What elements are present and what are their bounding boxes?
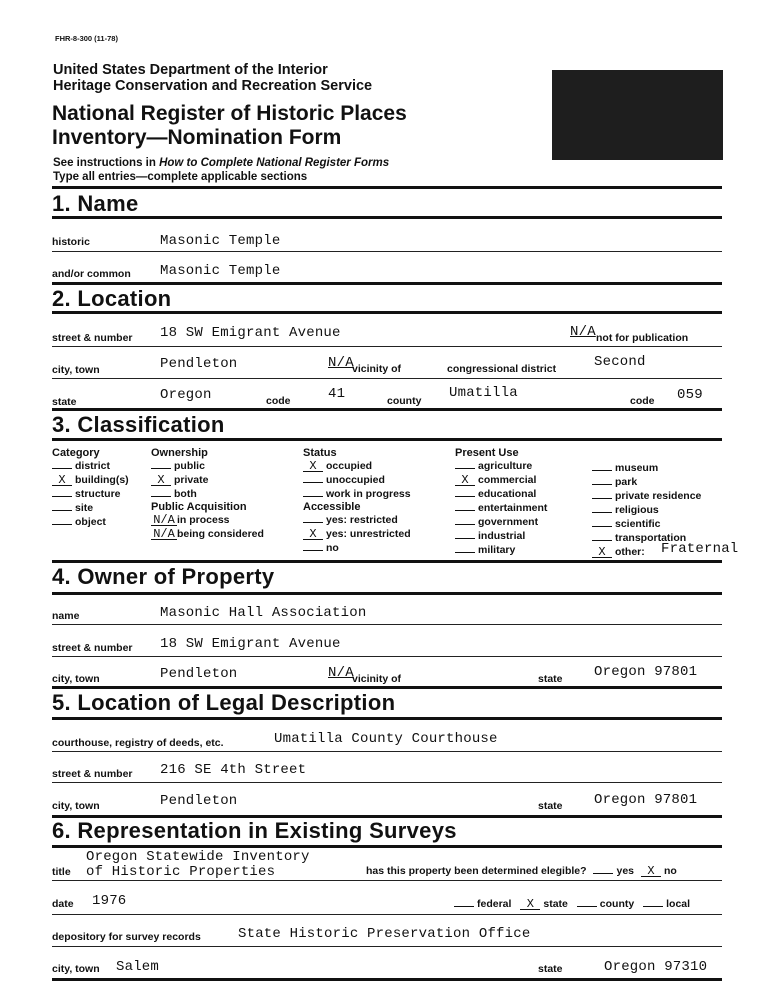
checkbox-mark[interactable] (592, 512, 612, 513)
public-acquisition-header: Public Acquisition (151, 501, 247, 513)
checkbox-mark[interactable] (455, 468, 475, 469)
checkbox-label: yes: restricted (326, 514, 398, 526)
checkbox-mark[interactable] (592, 470, 612, 471)
checkbox-label: religious (615, 504, 659, 516)
local-checkbox[interactable] (643, 906, 663, 907)
section-rule (52, 438, 722, 441)
checkbox-mark[interactable] (303, 496, 323, 497)
checkbox-mark[interactable]: X (592, 547, 612, 558)
section-rule (52, 686, 722, 689)
checkbox-label: no (326, 542, 339, 554)
not-for-publication-label: not for publication (596, 332, 689, 344)
legal-city-label: city, town (52, 800, 100, 812)
checkbox-label: yes: unrestricted (326, 528, 411, 540)
owner-city-label: city, town (52, 673, 100, 685)
instructions-guide-title: How to Complete National Register Forms (159, 157, 390, 169)
checkbox-mark[interactable] (303, 522, 323, 523)
eligibility-question (366, 865, 677, 877)
state-checkbox[interactable]: X (520, 899, 540, 910)
instructions-prefix: See instructions in (53, 157, 160, 169)
survey-level-row (454, 898, 690, 910)
local-level-label: local (666, 898, 691, 910)
section-3-heading: 3. Classification (52, 412, 225, 437)
section-rule (52, 717, 722, 720)
county-checkbox[interactable] (577, 906, 597, 907)
accessible-header: Accessible (303, 501, 361, 513)
historic-label: historic (52, 236, 90, 248)
checkbox-label: industrial (478, 530, 526, 542)
checkbox-row[interactable] (455, 459, 547, 473)
section-2-heading: 2. Location (52, 286, 172, 311)
checkbox-mark[interactable] (592, 498, 612, 499)
depository-city-label: city, town (52, 963, 100, 975)
checkbox-label: private residence (615, 490, 702, 502)
section-rule (52, 311, 722, 314)
legal-street-label: street & number (52, 768, 133, 780)
instructions-line-2: Type all entries—complete applicable sections (53, 171, 308, 183)
street-number-value[interactable]: 18 SW Emigrant Avenue (160, 325, 341, 341)
checkbox-row[interactable] (455, 473, 547, 487)
checkbox-label: scientific (615, 518, 661, 530)
checkbox-mark[interactable] (592, 540, 612, 541)
historic-value[interactable]: Masonic Temple (160, 233, 281, 249)
checkbox-mark[interactable] (52, 468, 72, 469)
ownership-column (151, 447, 264, 541)
courthouse-value[interactable]: Umatilla County Courthouse (274, 731, 498, 747)
checkbox-row[interactable] (303, 541, 411, 555)
checkbox-label: military (478, 544, 516, 556)
field-line (52, 656, 722, 657)
checkbox-row[interactable] (52, 501, 129, 515)
no-checkbox[interactable]: X (641, 866, 661, 877)
checkbox-row[interactable] (592, 475, 701, 489)
checkbox-row[interactable] (303, 487, 411, 501)
checkbox-row[interactable] (455, 529, 547, 543)
checkbox-mark[interactable] (592, 526, 612, 527)
status-column (303, 447, 411, 555)
field-line (52, 914, 722, 915)
common-name-value[interactable]: Masonic Temple (160, 263, 281, 279)
owner-vicinity-value[interactable]: N/A (328, 665, 354, 681)
form-title-line-2: Inventory—Nomination Form (52, 126, 342, 149)
state-code-label: code (266, 395, 291, 407)
checkbox-row[interactable] (592, 489, 701, 503)
checkbox-mark[interactable] (52, 510, 72, 511)
field-line (52, 782, 722, 783)
owner-vicinity-label: vicinity of (352, 673, 402, 685)
checkbox-label: work in progress (326, 488, 411, 500)
checkbox-mark[interactable]: X (303, 461, 323, 472)
ownership-header: Ownership (151, 447, 208, 459)
checkbox-row[interactable] (455, 543, 547, 557)
checkbox-label: district (75, 460, 111, 472)
section-rule (52, 560, 722, 563)
city-town-value[interactable]: Pendleton (160, 356, 238, 372)
checkbox-mark[interactable] (455, 552, 475, 553)
checkbox-mark[interactable] (52, 496, 72, 497)
checkbox-row[interactable] (151, 527, 264, 541)
section-4-heading: 4. Owner of Property (52, 564, 275, 589)
field-line (52, 946, 722, 947)
county-value[interactable]: Umatilla (449, 385, 518, 401)
state-code-value[interactable]: 41 (328, 386, 346, 402)
checkbox-row[interactable] (592, 503, 701, 517)
checkbox-label: park (615, 476, 638, 488)
survey-date-label: date (52, 898, 74, 910)
federal-label: federal (477, 898, 512, 910)
checkbox-label: other: (615, 546, 645, 558)
checkbox-mark[interactable]: X (52, 475, 72, 486)
checkbox-row[interactable] (303, 513, 411, 527)
checkbox-row[interactable] (52, 515, 129, 529)
form-code: FHR-8-300 (11-78) (55, 34, 118, 43)
city-town-label: city, town (52, 364, 100, 376)
checkbox-row[interactable] (303, 473, 411, 487)
checkbox-mark[interactable] (455, 524, 475, 525)
not-for-publication-value[interactable]: N/A (570, 324, 596, 340)
checkbox-mark[interactable] (455, 538, 475, 539)
checkbox-label: transportation (615, 532, 687, 544)
depository-value[interactable]: State Historic Preservation Office (238, 926, 531, 942)
field-line (52, 624, 722, 625)
owner-state-label: state (538, 673, 563, 685)
checkbox-mark[interactable]: N/A (151, 515, 177, 526)
federal-checkbox[interactable] (454, 906, 474, 907)
checkbox-label: entertainment (478, 502, 548, 514)
vicinity-value[interactable]: N/A (328, 355, 354, 371)
checkbox-label: site (75, 502, 94, 514)
county-code-label: code (630, 395, 655, 407)
section-1-heading: 1. Name (52, 191, 139, 216)
county-label: county (387, 395, 422, 407)
state-value[interactable]: Oregon (160, 387, 212, 403)
checkbox-row[interactable] (303, 459, 411, 473)
checkbox-row[interactable] (151, 513, 264, 527)
checkbox-mark[interactable] (151, 468, 171, 469)
depository-city-value[interactable]: Salem (116, 959, 160, 975)
checkbox-row[interactable] (303, 527, 411, 541)
checkbox-mark[interactable]: N/A (151, 529, 177, 540)
congressional-district-label: congressional district (447, 363, 557, 375)
section-rule (52, 845, 722, 848)
section-rule (52, 978, 722, 981)
field-line (52, 880, 722, 881)
checkbox-row[interactable] (455, 515, 547, 529)
present-use-header: Present Use (455, 447, 519, 459)
common-name-label: and/or common (52, 268, 131, 280)
owner-name-value[interactable]: Masonic Hall Association (160, 605, 367, 621)
legal-state-value[interactable]: Oregon 97801 (594, 792, 698, 808)
depository-label: depository for survey records (52, 931, 201, 943)
eligibility-question-text: has this property been determined elegible? (366, 865, 587, 877)
checkbox-label: building(s) (75, 474, 129, 486)
checkbox-row[interactable] (151, 473, 264, 487)
county-level-label: county (599, 898, 635, 910)
yes-label: yes (616, 865, 635, 877)
county-code-value[interactable]: 059 (677, 387, 703, 403)
section-rule (52, 216, 722, 219)
depository-state-label: state (538, 963, 563, 975)
checkbox-row[interactable] (52, 473, 129, 487)
checkbox-label: both (174, 488, 197, 500)
checkbox-label: agriculture (478, 460, 533, 472)
section-rule (52, 186, 722, 189)
checkbox-row[interactable] (455, 487, 547, 501)
legal-state-label: state (538, 800, 563, 812)
survey-title-line-2[interactable]: of Historic Properties (86, 864, 276, 880)
yes-checkbox[interactable] (593, 873, 613, 874)
checkbox-mark[interactable] (303, 550, 323, 551)
checkbox-row[interactable] (592, 517, 701, 531)
checkbox-label: government (478, 516, 539, 528)
field-line (52, 251, 722, 252)
owner-city-value[interactable]: Pendleton (160, 666, 238, 682)
checkbox-label: commercial (478, 474, 537, 486)
courthouse-label: courthouse, registry of deeds, etc. (52, 737, 224, 749)
state-label: state (52, 396, 77, 408)
checkbox-mark[interactable] (151, 496, 171, 497)
section-rule (52, 592, 722, 595)
owner-street-value[interactable]: 18 SW Emigrant Avenue (160, 636, 341, 652)
legal-city-value[interactable]: Pendleton (160, 793, 238, 809)
category-header: Category (52, 447, 100, 459)
checkbox-mark[interactable] (455, 510, 475, 511)
field-line (52, 346, 722, 347)
checkbox-label: educational (478, 488, 537, 500)
survey-date-value[interactable]: 1976 (92, 893, 127, 909)
redacted-block (552, 70, 723, 160)
checkbox-row[interactable] (455, 501, 547, 515)
checkbox-label: being considered (177, 528, 264, 540)
field-line (52, 378, 722, 379)
checkbox-label: in process (177, 514, 230, 526)
survey-title-label: title (52, 866, 71, 878)
owner-name-label: name (52, 610, 80, 622)
checkbox-label: occupied (326, 460, 373, 472)
section-6-heading: 6. Representation in Existing Surveys (52, 818, 457, 843)
agency-line-1: United States Department of the Interior (53, 62, 328, 78)
owner-state-value[interactable]: Oregon 97801 (594, 664, 698, 680)
checkbox-label: private (174, 474, 209, 486)
checkbox-mark[interactable]: X (303, 529, 323, 540)
congressional-district-value[interactable]: Second (594, 354, 646, 370)
section-5-heading: 5. Location of Legal Description (52, 690, 396, 715)
state-level-label: state (543, 898, 568, 910)
checkbox-mark[interactable] (455, 496, 475, 497)
legal-street-value[interactable]: 216 SE 4th Street (160, 762, 307, 778)
checkbox-label: object (75, 516, 106, 528)
no-label: no (663, 865, 677, 877)
checkbox-mark[interactable] (592, 484, 612, 485)
checkbox-label: unoccupied (326, 474, 385, 486)
survey-title-line-1[interactable]: Oregon Statewide Inventory (86, 849, 310, 865)
checkbox-label: structure (75, 488, 121, 500)
section-rule (52, 282, 722, 285)
form-title-line-1: National Register of Historic Places (52, 102, 407, 125)
section-rule (52, 408, 722, 411)
depository-state-value[interactable]: Oregon 97310 (604, 959, 708, 975)
checkbox-mark[interactable] (52, 524, 72, 525)
checkbox-row[interactable] (151, 459, 264, 473)
agency-line-2: Heritage Conservation and Recreation Service (53, 78, 373, 94)
category-column (52, 447, 129, 529)
checkbox-mark[interactable]: X (151, 475, 171, 486)
checkbox-row[interactable] (52, 487, 129, 501)
checkbox-mark[interactable]: X (455, 475, 475, 486)
instructions-line-1 (53, 157, 389, 169)
checkbox-label: public (174, 460, 205, 472)
checkbox-row[interactable] (52, 459, 129, 473)
status-header: Status (303, 447, 337, 459)
checkbox-label: museum (615, 462, 659, 474)
street-number-label: street & number (52, 332, 133, 344)
owner-street-label: street & number (52, 642, 133, 654)
field-line (52, 751, 722, 752)
checkbox-row[interactable] (592, 461, 701, 475)
checkbox-mark[interactable] (303, 482, 323, 483)
vicinity-label: vicinity of (352, 363, 402, 375)
present-use-column-1 (455, 447, 547, 557)
checkbox-row[interactable] (151, 487, 264, 501)
other-use-value[interactable]: Fraternal (661, 541, 739, 557)
